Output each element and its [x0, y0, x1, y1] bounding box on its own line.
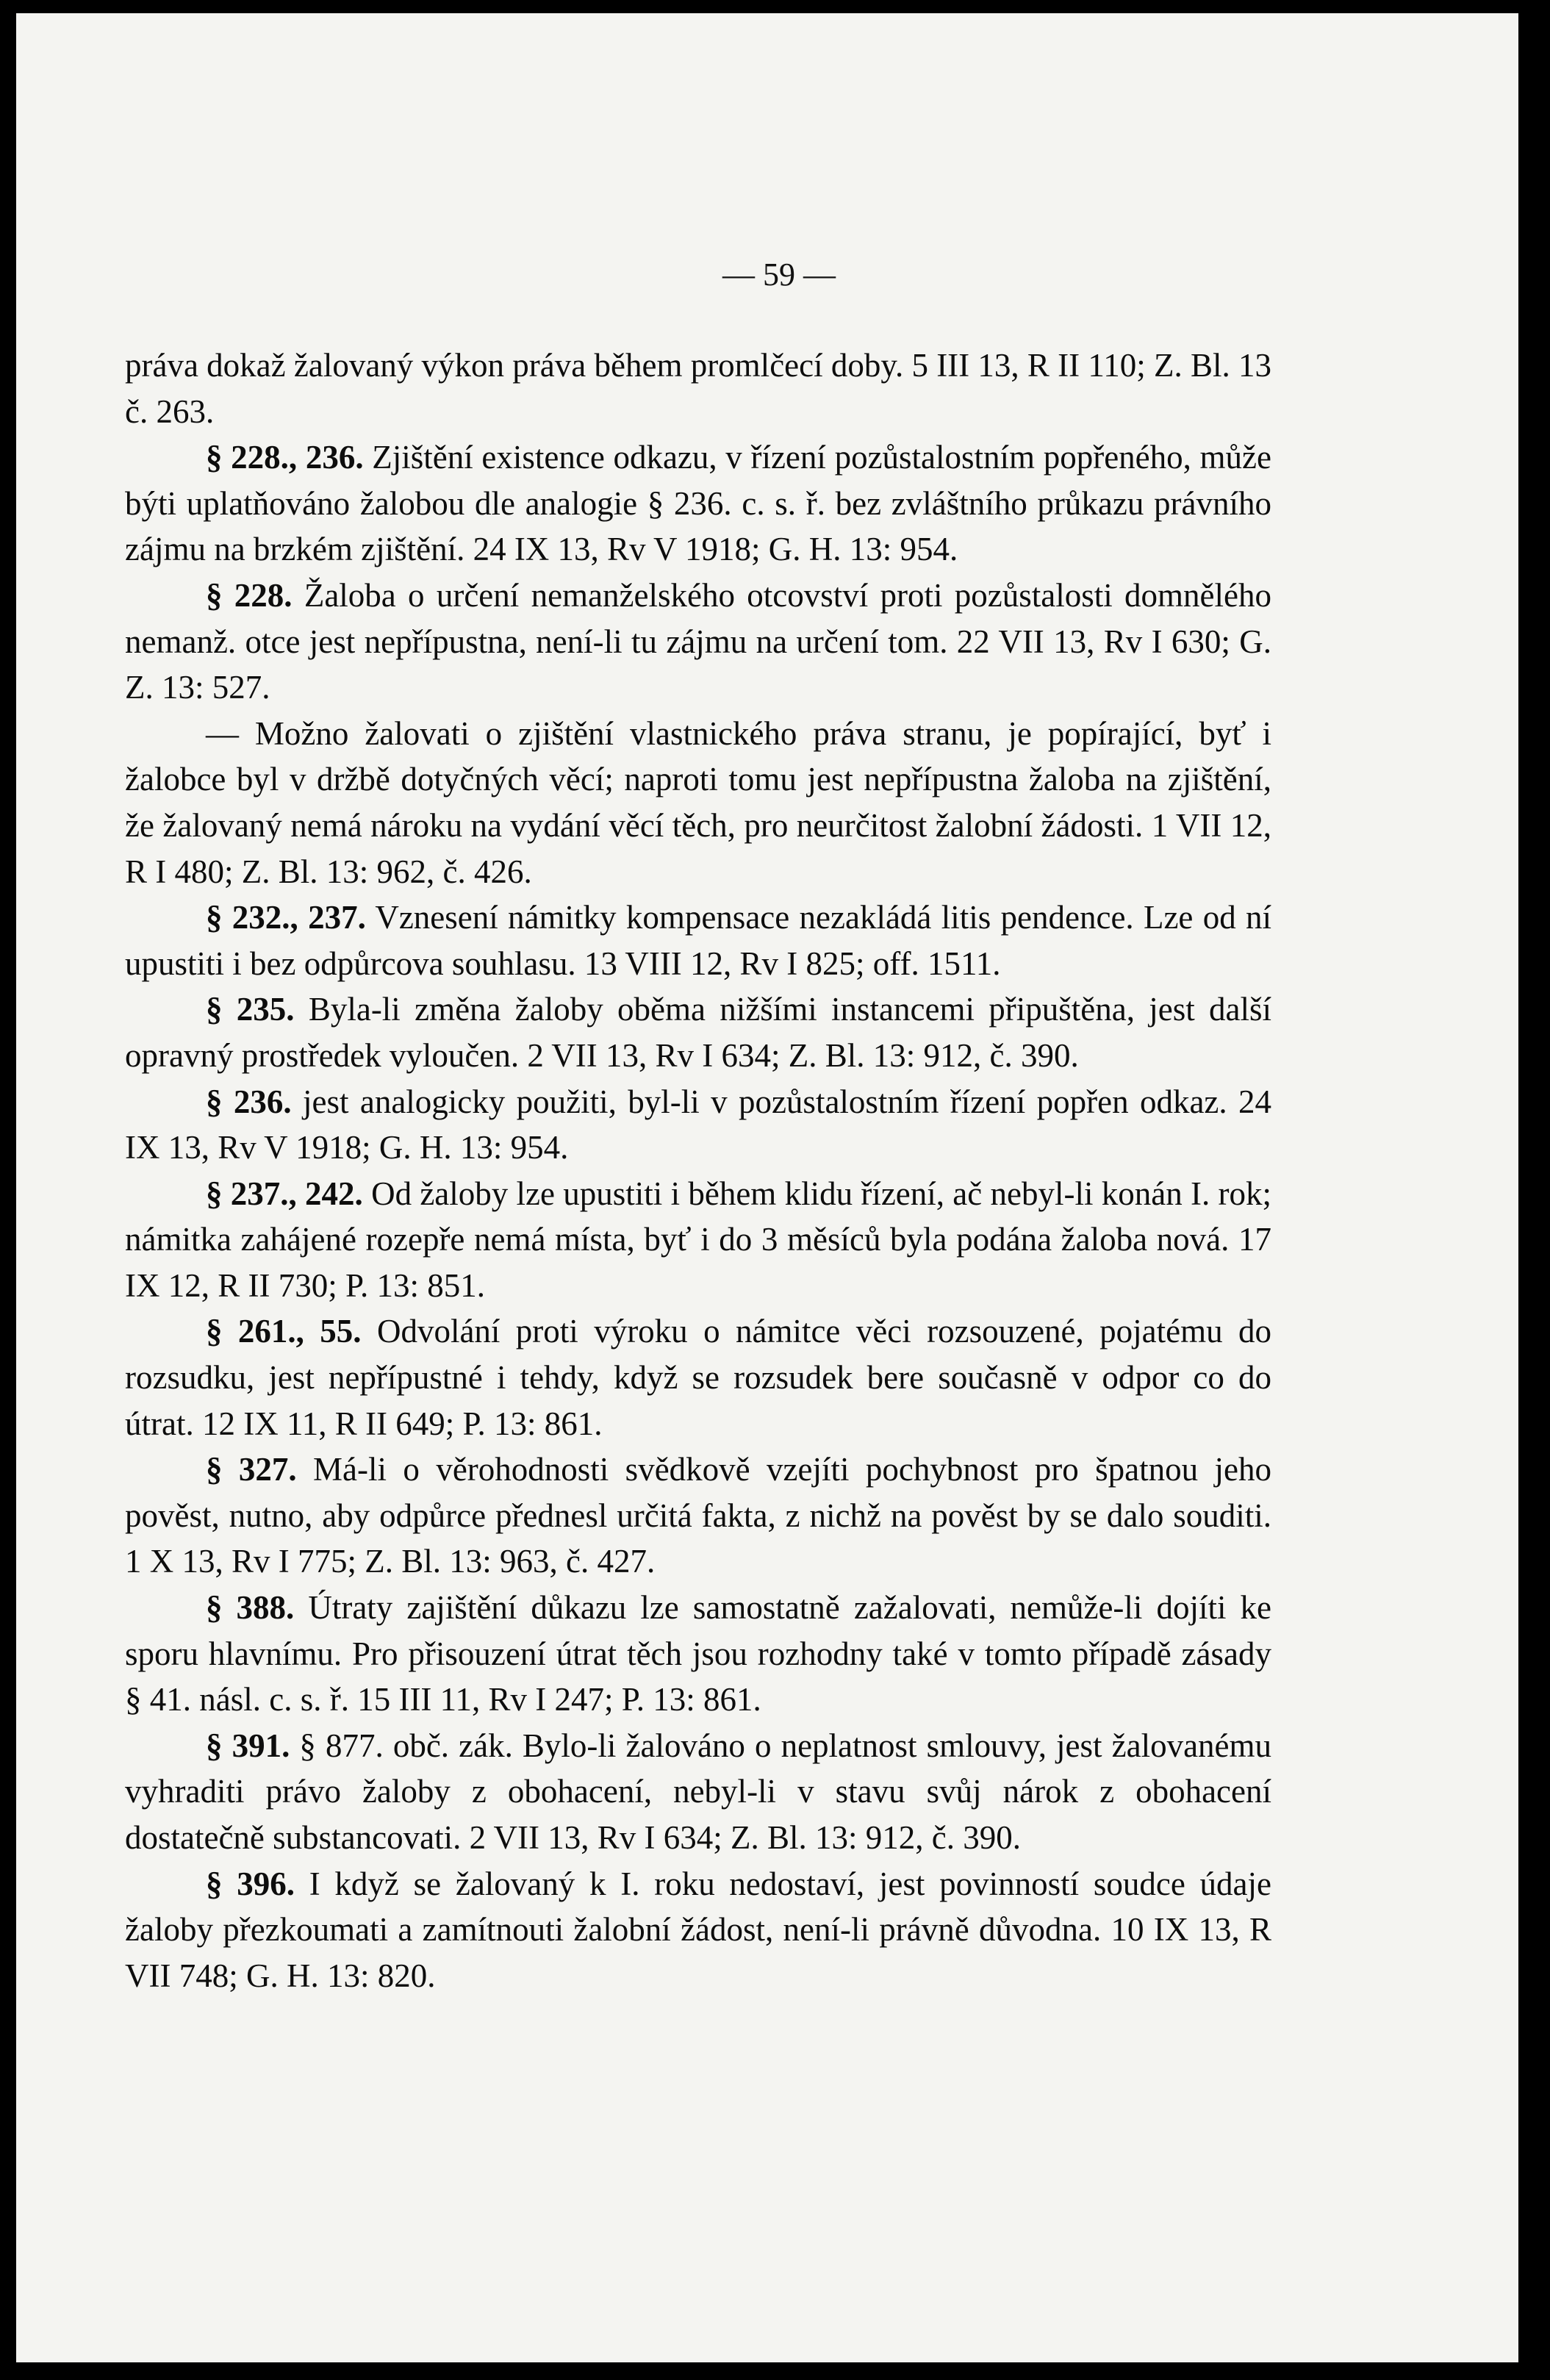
paragraph	[125, 711, 1271, 895]
section-ref: § 228.	[206, 576, 293, 614]
paragraph	[125, 1585, 1271, 1723]
paragraph	[125, 1079, 1271, 1171]
section-ref: § 237., 242.	[206, 1175, 363, 1212]
paragraph	[125, 343, 1271, 434]
paragraph	[125, 573, 1271, 711]
paragraph-text: Odvolání proti výroku o námitce věci rozsouzené, pojatému do rozsudku, jest nepřípustné i tehdy, když se rozsudek bere současně v odpor co do útrat. 12 IX 11, R II 649; P. 13: 861.	[125, 1313, 1272, 1442]
paragraph-text: Zjištění existence odkazu, v řízení pozůstalostním popřeného, může býti uplatňováno žalobou dle analogie § 236. c. s. ř. bez zvláštního průkazu právního zájmu na brzkém zjištění. 24 IX 13, Rv V 1918; G. H. 13: 954.	[125, 439, 1272, 568]
paragraph-text: Vznesení námitky kompensace nezakládá litis pendence. Lze od ní upustiti i bez odpůrcova souhlasu. 13 VIII 12, Rv I 825; off. 1511.	[125, 899, 1271, 982]
section-ref: § 236.	[206, 1083, 292, 1120]
paragraph-text: — Možno žalovati o zjištění vlastnického práva stranu, je popírající, byť i žalobce byl v držbě dotyčných věcí; naproti tomu jest nepřípustna žaloba na zjištění, že žalovaný nemá nároku na vydání věcí těch, pro neurčitost žalobní žádosti. 1 VII 12, R I 480; Z. Bl. 13: 962, č. 426.	[125, 714, 1271, 890]
paragraph	[125, 1308, 1271, 1447]
section-ref: § 391.	[206, 1727, 290, 1764]
section-ref: § 388.	[206, 1589, 295, 1627]
page-number: — 59 —	[722, 257, 836, 293]
section-ref: § 261., 55.	[206, 1313, 362, 1350]
paragraph-text: Má-li o věrohodnosti svědkově vzejíti pochybnost pro špatnou jeho pověst, nutno, aby odpůrce přednesl určitá fakta, z nichž na pověst by se dalo souditi. 1 X 13, Rv I 775; Z. Bl. 13: 963, č. 427.	[125, 1451, 1272, 1580]
paragraph	[125, 1861, 1271, 1999]
paragraph-text: Útraty zajištění důkazu lze samostatně zažalovati, nemůže-li dojíti ke sporu hlavnímu. Pro přisouzení útrat těch jsou rozhodny také v tomto případě zásady § 41. násl. c. s. ř. 15 III 11, Rv I 247; P. 13: 861.	[125, 1589, 1271, 1718]
section-ref: § 396.	[206, 1865, 295, 1902]
section-ref: § 327.	[206, 1451, 297, 1488]
paragraph-text: § 877. obč. zák. Bylo-li žalováno o neplatnost smlouvy, jest žalovanému vyhraditi právo žaloby z obohacení, nebyl-li v stavu svůj nárok z obohacení dostatečně substancovati. 2 VII 13, Rv I 634; Z. Bl. 13: 912, č. 390.	[125, 1727, 1272, 1856]
body-text	[125, 343, 1271, 1999]
paragraph	[125, 986, 1271, 1078]
paragraph-text: práva dokaž žalovaný výkon práva během promlčecí doby. 5 III 13, R II 110; Z. Bl. 13 č. 263.	[125, 347, 1271, 430]
paragraph	[125, 434, 1271, 573]
scanned-page	[16, 13, 1518, 2362]
section-ref: § 232., 237.	[206, 899, 366, 936]
section-ref: § 235.	[206, 991, 295, 1028]
paragraph	[125, 1447, 1271, 1585]
paragraph-text: Byla-li změna žaloby oběma nižšími instancemi připuštěna, jest další opravný prostředek vyloučen. 2 VII 13, Rv I 634; Z. Bl. 13: 912, č. 390.	[125, 991, 1272, 1074]
paragraph	[125, 1171, 1271, 1309]
paragraph	[125, 895, 1271, 986]
paragraph-text: Od žaloby lze upustiti i během klidu řízení, ač nebyl-li konán I. rok; námitka zahájené rozepře nemá místa, byť i do 3 měsíců byla podána žaloba nová. 17 IX 12, R II 730; P. 13: 851.	[125, 1175, 1271, 1304]
section-ref: § 228., 236.	[206, 439, 364, 476]
paragraph-text: jest analogicky použiti, byl-li v pozůstalostním řízení popřen odkaz. 24 IX 13, Rv V 1918; G. H. 13: 954.	[125, 1083, 1272, 1166]
paragraph-text: I když se žalovaný k I. roku nedostaví, jest povinností soudce údaje žaloby přezkoumati a zamítnouti žalobní žádost, není-li právně důvodna. 10 IX 13, R VII 748; G. H. 13: 820.	[125, 1865, 1271, 1994]
paragraph-text: Žaloba o určení nemanželského otcovství proti pozůstalosti domnělého nemanž. otce jest nepřípustna, není-li tu zájmu na určení tom. 22 VII 13, Rv I 630; G. Z. 13: 527.	[125, 576, 1272, 706]
paragraph	[125, 1723, 1271, 1861]
